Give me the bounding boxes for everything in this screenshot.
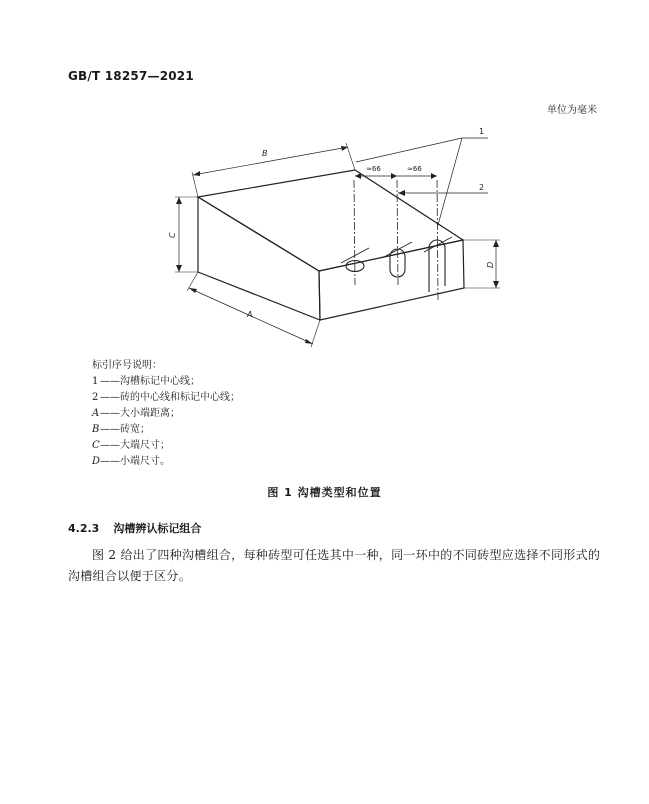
brick-top-face <box>198 170 463 271</box>
groove-mark-3 <box>424 237 452 252</box>
callout-1-leader <box>356 138 462 162</box>
brick-centerline <box>437 180 438 300</box>
legend-text: ——砖的中心线和标记中心线； <box>100 392 240 403</box>
arrow-a-left <box>189 288 197 293</box>
arrow-a-right <box>305 339 313 344</box>
unit-note: 单位为毫米 <box>547 105 597 116</box>
legend-text: ——砖宽； <box>100 424 150 435</box>
dim-a-ext-left <box>187 272 198 291</box>
legend-text: ——大小端距离； <box>100 408 180 419</box>
dim-d-label: D <box>486 261 495 268</box>
legend-symbol: D <box>92 456 101 467</box>
arrow-s1-left <box>355 173 361 179</box>
legend-text: ——沟槽标记中心线； <box>100 376 200 387</box>
legend-item <box>92 374 240 390</box>
legend-symbol: A <box>92 408 100 419</box>
callout-2-label: 2 <box>479 183 485 192</box>
legend-item <box>92 454 240 470</box>
groove-centerline-2 <box>397 180 398 285</box>
section-heading <box>68 520 215 536</box>
body-paragraph: 图 2 给出了四种沟槽组合，每种砖型可任选其中一种，同一环中的不同砖型应选择不同形式的沟槽组合以便于区分。 <box>68 548 601 583</box>
legend-text: ——大端尺寸； <box>100 440 170 451</box>
figure-caption: 图 1 沟槽类型和位置 <box>267 486 382 499</box>
arrow-d-bottom <box>493 281 499 288</box>
legend-item <box>92 438 240 454</box>
legend-symbol: 2 <box>92 392 99 403</box>
dim-b-label: B <box>262 149 268 158</box>
legend-title: 标引序号说明： <box>92 360 162 371</box>
brick-front-face <box>198 197 320 320</box>
dim-a-label: A <box>247 310 253 319</box>
section-number: 4.2.3 <box>68 522 100 535</box>
callout-1-label: 1 <box>479 127 485 136</box>
legend-item <box>92 390 240 406</box>
legend-symbol: C <box>92 440 100 451</box>
spacing-label-2: ≈66 <box>407 165 422 173</box>
arrow-d-top <box>493 240 499 247</box>
legend-item <box>92 422 240 438</box>
callout-1-leader-down <box>438 138 462 225</box>
dim-a-ext-right <box>311 320 320 347</box>
legend-symbol: B <box>92 424 100 435</box>
dim-b-line <box>193 147 348 175</box>
legend-text: ——小端尺寸。 <box>100 456 170 467</box>
legend-symbol: 1 <box>92 376 99 387</box>
spacing-label-1: ≈66 <box>366 165 381 173</box>
arrow-c-top <box>176 197 182 204</box>
standard-number: GB/T 18257—2021 <box>68 69 194 83</box>
dim-c-label: C <box>168 232 177 238</box>
arrow-b-left <box>193 171 200 176</box>
arrow-c-bottom <box>176 265 182 272</box>
arrow-s1-right <box>391 173 397 179</box>
section-title: 沟槽辨认标记组合 <box>113 522 202 535</box>
dim-b-ext-left <box>192 172 198 197</box>
groove-centerline-1 <box>354 180 355 285</box>
legend <box>92 358 240 470</box>
legend-item <box>92 406 240 422</box>
arrow-callout-2 <box>398 190 405 196</box>
arrow-s2-right <box>431 173 437 179</box>
brick-figure <box>0 0 649 360</box>
